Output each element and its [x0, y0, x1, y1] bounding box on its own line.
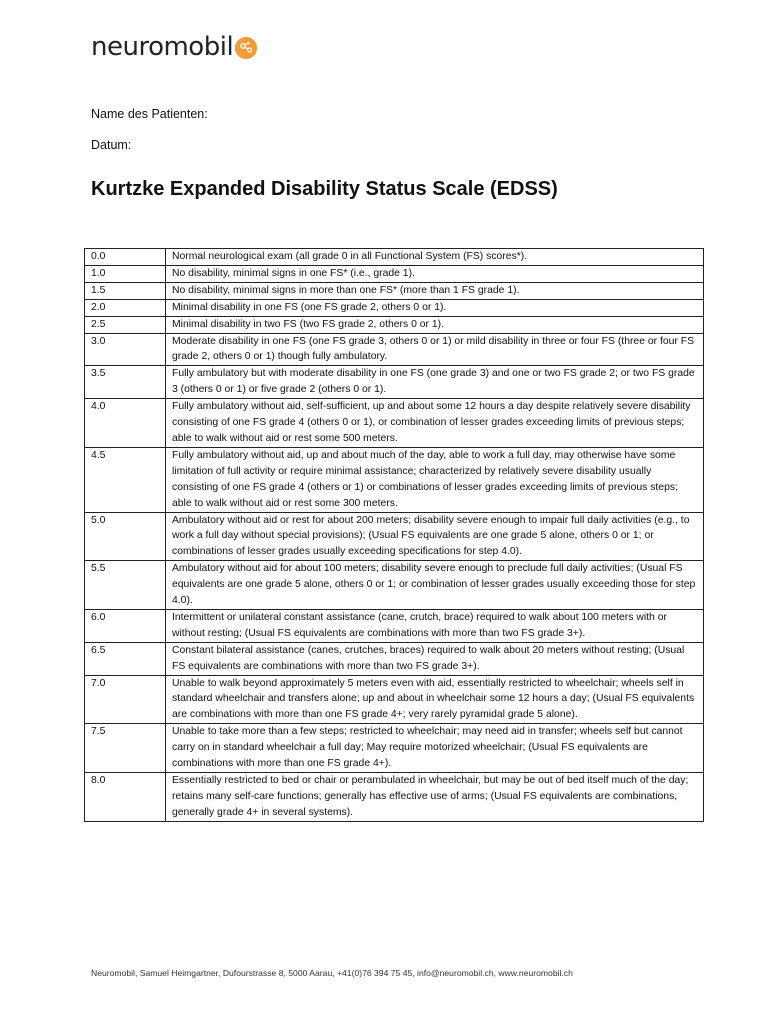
edss-description: Minimal disability in one FS (one FS grade 2, others 0 or 1).: [166, 299, 704, 316]
edss-score: 1.0: [85, 265, 166, 282]
table-row: [85, 282, 704, 299]
edss-description: Moderate disability in one FS (one FS grade 3, others 0 or 1) or mild disability in three or four FS (three or four FS grade 2, others 0 or 1) though fully ambulatory.: [166, 333, 704, 366]
edss-score: 2.0: [85, 299, 166, 316]
table-row: [85, 447, 704, 512]
table-row: [85, 299, 704, 316]
edss-score: 1.5: [85, 282, 166, 299]
table-row: [85, 561, 704, 610]
table-row: [85, 249, 704, 266]
edss-description: No disability, minimal signs in one FS* (i.e., grade 1).: [166, 265, 704, 282]
edss-score: 2.5: [85, 316, 166, 333]
edss-score: 0.0: [85, 249, 166, 266]
logo-text: neuromobil: [91, 32, 234, 62]
table-row: [85, 512, 704, 561]
edss-description: Unable to take more than a few steps; restricted to wheelchair; may need aid in transfer; wheels self but cannot carry on in standard wheelchair a full day; May require motorized wheelchair; (Usual FS equivalents are combinations with more than one FS grade 4+).: [166, 724, 704, 773]
date-label: Datum:: [91, 138, 132, 152]
page-title: Kurtzke Expanded Disability Status Scale (EDSS): [91, 178, 558, 200]
edss-score: 3.5: [85, 366, 166, 399]
table-row: [85, 773, 704, 822]
table-row: [85, 609, 704, 642]
table-row: [85, 316, 704, 333]
logo: [91, 32, 257, 62]
edss-score: 5.0: [85, 512, 166, 561]
logo-mark-icon: [235, 37, 257, 59]
table-row: [85, 675, 704, 724]
edss-description: Minimal disability in two FS (two FS grade 2, others 0 or 1).: [166, 316, 704, 333]
edss-description: Fully ambulatory but with moderate disability in one FS (one grade 3) and one or two FS grade 2; or two FS grade 3 (others 0 or 1) or five grade 2 (others 0 or 1).: [166, 366, 704, 399]
edss-score: 8.0: [85, 773, 166, 822]
footer-contact: Neuromobil, Samuel Heimgartner, Dufourstrasse 8, 5000 Aarau, +41(0)76 394 75 45, info@neuromobil.ch, www.neuromobil.ch: [91, 968, 573, 978]
table-row: [85, 333, 704, 366]
edss-score: 5.5: [85, 561, 166, 610]
edss-description: Intermittent or unilateral constant assistance (cane, crutch, brace) required to walk about 100 meters with or without resting; (Usual FS equivalents are combinations with more than two FS grade 3+).: [166, 609, 704, 642]
table-row: [85, 265, 704, 282]
table-row: [85, 399, 704, 448]
edss-description: Ambulatory without aid for about 100 meters; disability severe enough to preclude full daily activities; (Usual FS equivalents are one grade 5 alone, others 0 or 1; or combination of lesser grades usually exceeding those for step 4.0).: [166, 561, 704, 610]
edss-description: Unable to walk beyond approximately 5 meters even with aid, essentially restricted to wheelchair; wheels self in standard wheelchair and transfers alone; up and about in wheelchair some 12 hours a day; (Usual FS equivalents are combinations with more than one FS grade 4+; very rarely pyramidal grade 5 alone).: [166, 675, 704, 724]
edss-description: Essentially restricted to bed or chair or perambulated in wheelchair, but may be out of bed itself much of the day; retains many self-care functions; generally has effective use of arms; (Usual FS equivalents are combinations, generally grade 4+ in several systems).: [166, 773, 704, 822]
edss-description: Fully ambulatory without aid, up and about much of the day, able to work a full day, may otherwise have some limitation of full activity or require minimal assistance; characterized by relatively severe disability usually consisting of one FS grade 4 (others or 1) or combinations of lesser grades exceeding limits of previous steps; able to walk without aid or rest some 300 meters.: [166, 447, 704, 512]
edss-score: 7.5: [85, 724, 166, 773]
patient-name-label: Name des Patienten:: [91, 107, 208, 121]
edss-score: 6.0: [85, 609, 166, 642]
edss-score: 4.0: [85, 399, 166, 448]
table-row: [85, 366, 704, 399]
edss-score: 7.0: [85, 675, 166, 724]
edss-score: 3.0: [85, 333, 166, 366]
table-row: [85, 724, 704, 773]
edss-score: 4.5: [85, 447, 166, 512]
edss-description: Ambulatory without aid or rest for about 200 meters; disability severe enough to impair full daily activities (e.g., to work a full day without special provisions); (Usual FS equivalents are one grade 5 alone, others 0 or 1; or combinations of lesser grades usually exceeding specifications for step 4.0).: [166, 512, 704, 561]
edss-description: No disability, minimal signs in more than one FS* (more than 1 FS grade 1).: [166, 282, 704, 299]
table-row: [85, 642, 704, 675]
edss-description: Fully ambulatory without aid, self-sufficient, up and about some 12 hours a day despite relatively severe disability consisting of one FS grade 4 (others 0 or 1), or combination of lesser grades exceeding limits of previous steps; able to walk without aid or rest some 500 meters.: [166, 399, 704, 448]
edss-table-body: [85, 249, 704, 822]
edss-description: Constant bilateral assistance (canes, crutches, braces) required to walk about 20 meters without resting; (Usual FS equivalents are combinations with more than two FS grade 3+).: [166, 642, 704, 675]
edss-description: Normal neurological exam (all grade 0 in all Functional System (FS) scores*).: [166, 249, 704, 266]
edss-table: [84, 248, 704, 822]
edss-score: 6.5: [85, 642, 166, 675]
